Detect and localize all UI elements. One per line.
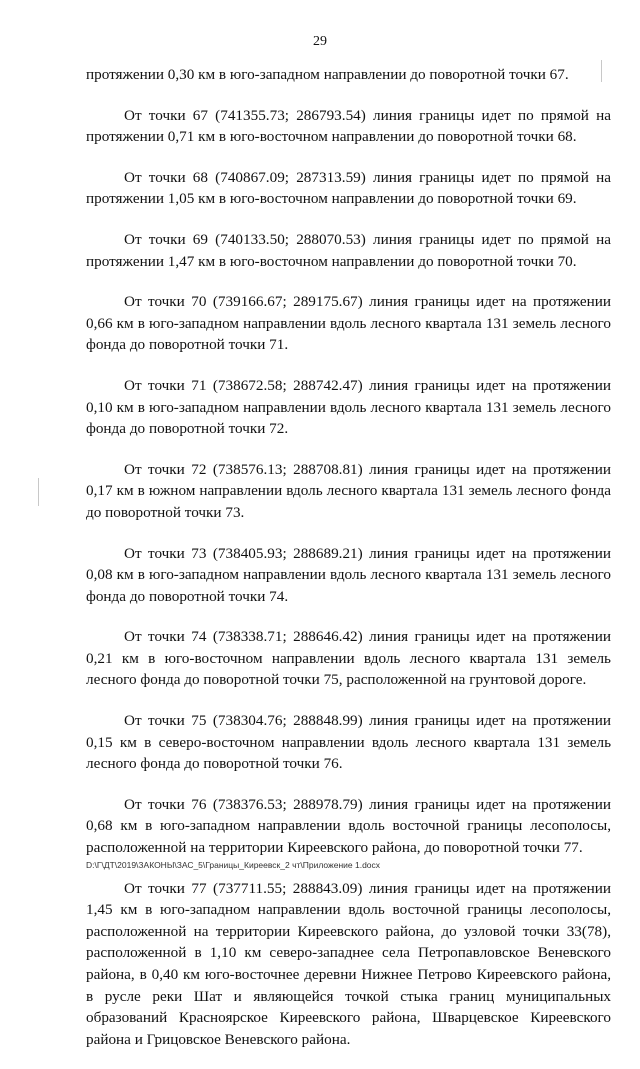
margin-mark-left: [38, 478, 39, 506]
paragraph-point-72: От точки 72 (738576.13; 288708.81) линия границы идет на протяжении 0,17 км в южном направлении вдоль лесного квартала 131 земель лесного фонда до поворотной точки 73.: [86, 460, 611, 521]
paragraph-point-68: От точки 68 (740867.09; 287313.59) линия границы идет по прямой на протяжении 1,05 км в юго-восточном направлении до поворотной точки 69.: [86, 168, 611, 208]
paragraph-point-70: От точки 70 (739166.67; 289175.67) линия границы идет на протяжении 0,66 км в юго-западном направлении вдоль лесного квартала 131 земель лесного фонда до поворотной точки 71.: [86, 293, 611, 354]
paragraph-point-69: От точки 69 (740133.50; 288070.53) линия границы идет по прямой на протяжении 1,47 км в юго-восточном направлении до поворотной точки 70.: [86, 230, 611, 270]
paragraph-point-73: От точки 73 (738405.93; 288689.21) линия границы идет на протяжении 0,08 км в юго-западном направлении вдоль лесного квартала 131 земель лесного фонда до поворотной точки 74.: [86, 544, 611, 605]
paragraph-point-76: От точки 76 (738376.53; 288978.79) линия границы идет на протяжении 0,68 км в юго-западном направлении вдоль восточной границы лесополосы, расположенной на территории Киреевского района, до поворотной точки 77.: [86, 795, 611, 857]
footer-file-path: D:\Г\ДТ\2019\ЗАКОНЫ\ЗАС_5\Границы_Киреевск_2 чт\Приложение 1.docx: [86, 860, 381, 870]
document-body: [86, 64, 611, 1069]
paragraph-point-71: От точки 71 (738672.58; 288742.47) линия границы идет на протяжении 0,10 км в юго-западном направлении вдоль лесного квартала 131 земель лесного фонда до поворотной точки 72.: [86, 376, 611, 438]
paragraph-point-74: От точки 74 (738338.71; 288646.42) линия границы идет на протяжении 0,21 км в юго-восточном направлении вдоль лесного квартала 131 земель лесного фонда до поворотной точки 75, расположенной на грунтовой дороге.: [86, 628, 611, 689]
paragraph-point-67: От точки 67 (741355.73; 286793.54) линия границы идет по прямой на протяжении 0,71 км в юго-восточном направлении до поворотной точки 68.: [86, 106, 611, 146]
page-number: 29: [313, 34, 327, 49]
paragraph-point-75: От точки 75 (738304.76; 288848.99) линия границы идет на протяжении 0,15 км в северо-восточном направлении вдоль лесного квартала 131 земель лесного фонда до поворотной точки 76.: [86, 712, 611, 773]
paragraph-point-77: От точки 77 (737711.55; 288843.09) линия границы идет на протяжении 1,45 км в юго-западном направлении вдоль восточной границы лесополосы, расположенной на территории Киреевского района, до узловой точки 33(78), расположенной в 1,10 км северо-западнее села Петропавловское Веневского района, в 0,40 км юго-восточнее деревни Нижнее Петрово Киреевского района, в русле реки Шат и являющейся точкой стыка границ муниципальных образований Красноярское Киреевского района, Шварцевское Киреевского района и Грицовское Веневского района.: [86, 879, 611, 1048]
paragraph-continuation: протяжении 0,30 км в юго-западном направлении до поворотной точки 67.: [86, 66, 569, 83]
